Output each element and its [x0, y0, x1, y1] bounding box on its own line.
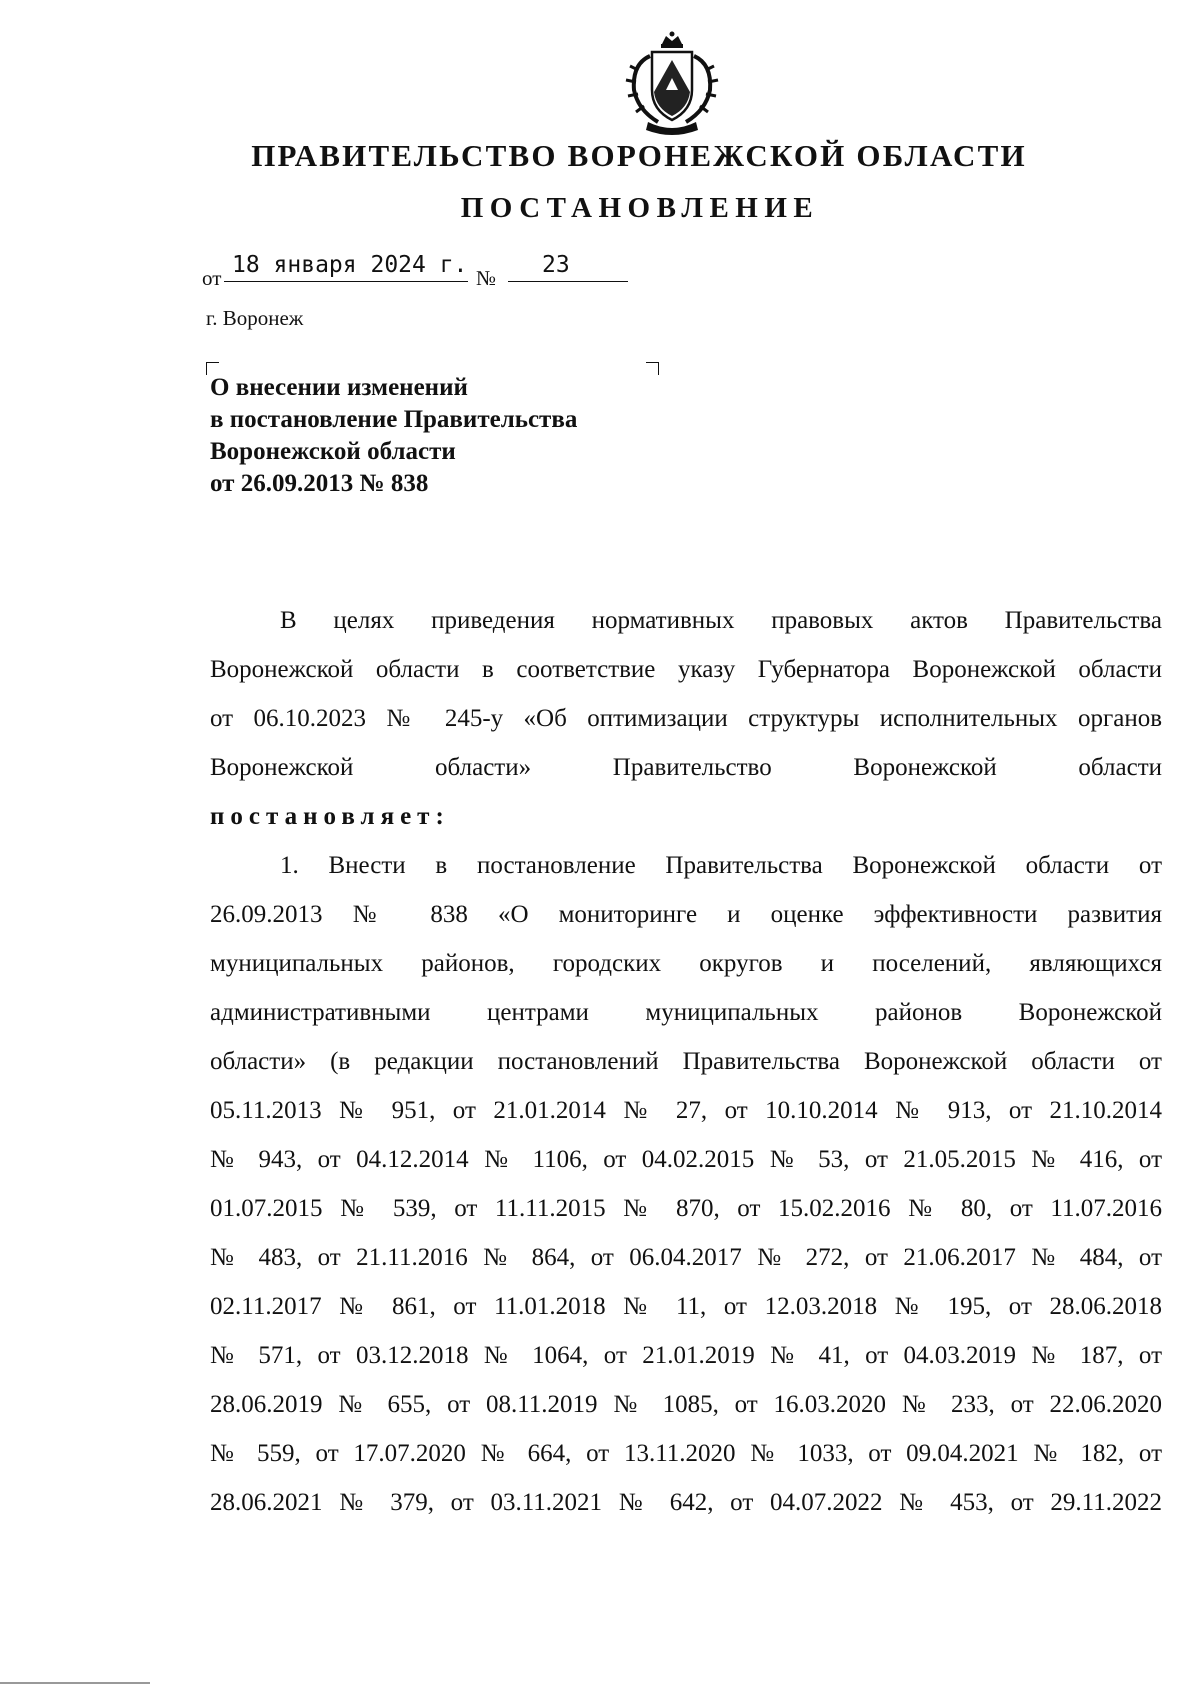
item-line: № 943, от 04.12.2014 № 1106, от 04.02.2015 № 53, от 21.05.2015 № 416, от	[210, 1146, 1162, 1173]
organization-name: ПРАВИТЕЛЬСТВО ВОРОНЕЖСКОЙ ОБЛАСТИ	[251, 138, 1027, 173]
item-line: 26.09.2013 № 838 «О мониторинге и оценке эффективности развития	[210, 901, 1162, 928]
item-line: 28.06.2019 № 655, от 08.11.2019 № 1085, от 16.03.2020 № 233, от 22.06.2020	[210, 1391, 1162, 1418]
subject-line: О внесении изменений	[210, 374, 468, 401]
document-body	[210, 596, 1162, 1527]
item-line: № 483, от 21.11.2016 № 864, от 06.04.2017 № 272, от 21.06.2017 № 484, от	[210, 1244, 1162, 1271]
item-line: № 559, от 17.07.2020 № 664, от 13.11.2020 № 1033, от 09.04.2021 № 182, от	[210, 1440, 1162, 1467]
item-line: 02.11.2017 № 861, от 11.01.2018 № 11, от 12.03.2018 № 195, от 28.06.2018	[210, 1293, 1162, 1320]
item-line: 28.06.2021 № 379, от 03.11.2021 № 642, от 04.07.2022 № 453, от 29.11.2022	[210, 1489, 1162, 1516]
number-value: 23	[508, 252, 628, 282]
item-line: № 571, от 03.12.2018 № 1064, от 21.01.2019 № 41, от 04.03.2019 № 187, от	[210, 1342, 1162, 1369]
item-line: 1. Внести в постановление Правительства Воронежской области от	[280, 852, 1162, 879]
preamble-line: В целях приведения нормативных правовых актов Правительства	[280, 607, 1162, 634]
document-subject	[210, 372, 577, 500]
date-value: 18 января 2024 г.	[224, 252, 468, 282]
date-prefix: от	[202, 266, 222, 290]
scan-edge-mark	[0, 1682, 150, 1684]
preamble-line: от 06.10.2023 № 245-у «Об оптимизации структуры исполнительных органов	[210, 705, 1162, 732]
item-line: области» (в редакции постановлений Правительства Воронежской области от	[210, 1048, 1162, 1075]
subject-corner-right	[646, 362, 659, 375]
resolves-word: постановляет:	[210, 803, 450, 830]
number-prefix: №	[476, 266, 497, 290]
voronezh-coat-of-arms-icon	[618, 30, 726, 138]
item-line: административными центрами муниципальных районов Воронежской	[210, 999, 1162, 1026]
item-line: 05.11.2013 № 951, от 21.01.2014 № 27, от 10.10.2014 № 913, от 21.10.2014	[210, 1097, 1162, 1124]
subject-line: Воронежской области	[210, 438, 456, 465]
preamble-line: Воронежской области» Правительство Воронежской области	[210, 754, 1162, 781]
subject-line: от 26.09.2013 № 838	[210, 470, 429, 497]
item-line: муниципальных районов, городских округов и поселений, являющихся	[210, 950, 1162, 977]
subject-line: в постановление Правительства	[210, 406, 578, 433]
item-line: 01.07.2015 № 539, от 11.11.2015 № 870, от 15.02.2016 № 80, от 11.07.2016	[210, 1195, 1162, 1222]
document-type: ПОСТАНОВЛЕНИЕ	[460, 192, 820, 224]
preamble-line: Воронежской области в соответствие указу Губернатора Воронежской области	[210, 656, 1162, 683]
city: г. Воронеж	[206, 306, 304, 330]
preamble	[210, 596, 1162, 841]
item-1	[210, 841, 1162, 1527]
